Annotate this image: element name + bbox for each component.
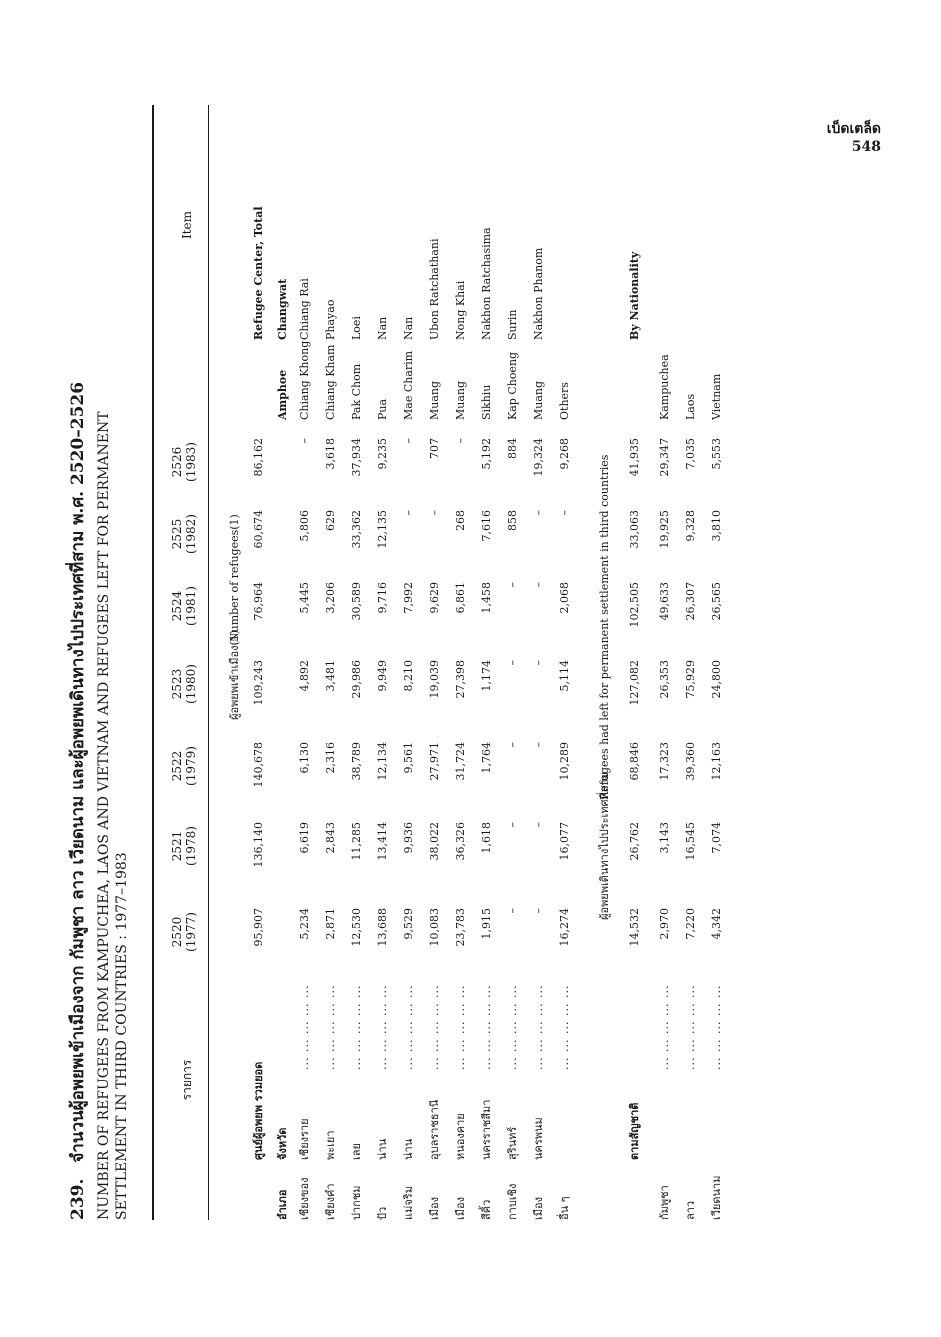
nationality-2-value-2524: 26,307 <box>684 582 697 621</box>
row-3-value-2520: 12,530 <box>350 908 363 947</box>
row-1-value-2524: 5,445 <box>298 582 311 614</box>
row-amphoe-thai: เชียงคำ <box>324 1183 337 1220</box>
nationality-row-value-2524: 102,505 <box>628 582 641 628</box>
row-8-value-2522: 1,764 <box>480 742 493 774</box>
row-7-value-2526: – <box>454 438 467 444</box>
row-changwat-english: Chiang Rai <box>298 278 311 340</box>
year-header-2520 <box>170 904 198 960</box>
row-4-value-2523: 9,949 <box>376 660 389 692</box>
year-header-2526 <box>170 434 198 490</box>
year-be: 2525 <box>170 518 184 550</box>
subhead-changwat-thai: จังหวัด <box>276 1127 289 1160</box>
row-11-value-2521: 16,077 <box>558 822 571 861</box>
nationality-row-value-2526: 41,935 <box>628 438 641 477</box>
nationality-leader-dots: ... ... ... ... ... <box>710 984 723 1070</box>
row-8-value-2521: 1,618 <box>480 822 493 854</box>
row-4-value-2526: 9,235 <box>376 438 389 470</box>
row-9-value-2525: 858 <box>506 510 519 531</box>
nationality-1-value-2521: 3,143 <box>658 822 671 854</box>
row-3-value-2524: 30,589 <box>350 582 363 621</box>
nationality-2-value-2523: 75,929 <box>684 660 697 699</box>
total-row-value-2525: 60,674 <box>252 510 265 549</box>
row-changwat-thai: พะเยา <box>324 1130 337 1160</box>
row-6-value-2526: 707 <box>428 438 441 459</box>
row-amphoe-english: Kap Choeng <box>506 351 519 420</box>
row-3-value-2521: 11,285 <box>350 822 363 861</box>
nationality-1-value-2524: 49,633 <box>658 582 671 621</box>
row-leader-dots: ... ... ... ... ... <box>350 984 363 1070</box>
row-8-value-2525: 7,616 <box>480 510 493 542</box>
row-changwat-thai: น่าน <box>402 1138 415 1160</box>
row-amphoe-thai: แม่จริม <box>402 1186 415 1220</box>
row-leader-dots: ... ... ... ... ... <box>324 984 337 1070</box>
nationality-leader-dots: ... ... ... ... ... <box>684 984 697 1070</box>
row-changwat-thai: สุรินทร์ <box>506 1126 519 1160</box>
page-header-thai: เบ็ดเตล็ด <box>826 121 881 137</box>
row-amphoe-thai: เมือง <box>532 1197 545 1220</box>
row-4-value-2521: 13,414 <box>376 822 389 861</box>
row-amphoe-english: Others <box>558 382 571 420</box>
row-5-value-2523: 8,210 <box>402 660 415 692</box>
row-leader-dots: ... ... ... ... ... <box>428 984 441 1070</box>
row-11-value-2524: 2,068 <box>558 582 571 614</box>
row-10-value-2524: – <box>532 582 545 588</box>
nationality-row-value-2521: 26,762 <box>628 822 641 861</box>
nationality-2-value-2526: 7,035 <box>684 438 697 470</box>
row-amphoe-english: Chiang Kham <box>324 344 337 420</box>
row-changwat-thai: อุบลราชธานี <box>428 1099 441 1160</box>
section-label-refugees-thai: ผู้อพยพเข้าเมือง(1) <box>228 629 241 720</box>
row-6-value-2521: 38,022 <box>428 822 441 861</box>
row-7-value-2522: 31,724 <box>454 742 467 781</box>
row-3-value-2522: 38,789 <box>350 742 363 781</box>
year-be: 2523 <box>170 668 184 700</box>
nationality-1-value-2522: 17,323 <box>658 742 671 781</box>
row-changwat-english: Nakhon Ratchasima <box>480 227 493 340</box>
year-be: 2526 <box>170 446 184 478</box>
row-5-value-2525: – <box>402 510 415 516</box>
row-amphoe-english: Muang <box>454 380 467 420</box>
nationality-2-value-2521: 16,545 <box>684 822 697 861</box>
nationality-row-value-2522: 68,846 <box>628 742 641 781</box>
nationality-1-value-2525: 19,925 <box>658 510 671 549</box>
row-leader-dots: ... ... ... ... ... <box>454 984 467 1070</box>
table-top-rule <box>152 105 154 1220</box>
row-changwat-thai: น่าน <box>376 1138 389 1160</box>
row-9-value-2521: – <box>506 822 519 828</box>
table-number: 239. <box>68 1178 88 1220</box>
nationality-label-thai: เวียดนาม <box>710 1175 723 1220</box>
row-changwat-english: Nan <box>376 316 389 340</box>
year-ce: (1979) <box>184 746 198 786</box>
row-leader-dots: ... ... ... ... ... <box>506 984 519 1070</box>
row-changwat-thai: เลย <box>350 1143 363 1160</box>
row-6-value-2523: 19,039 <box>428 660 441 699</box>
row-changwat-english: Ubon Ratchathani <box>428 238 441 340</box>
nationality-3-value-2524: 26,565 <box>710 582 723 621</box>
row-11-value-2526: 9,268 <box>558 438 571 470</box>
year-ce: (1977) <box>184 912 198 952</box>
row-3-value-2523: 29,986 <box>350 660 363 699</box>
total-row-value-2521: 136,140 <box>252 822 265 868</box>
year-header-2524 <box>170 578 198 634</box>
year-header-2522 <box>170 738 198 794</box>
row-amphoe-thai: เมือง <box>428 1197 441 1220</box>
nationality-label-thai: กัมพูชา <box>658 1185 671 1220</box>
row-6-value-2522: 27,971 <box>428 742 441 781</box>
year-header-2523 <box>170 656 198 712</box>
row-5-value-2520: 9,529 <box>402 908 415 940</box>
nationality-3-value-2522: 12,163 <box>710 742 723 781</box>
row-6-value-2520: 10,083 <box>428 908 441 947</box>
row-changwat-english: Surin <box>506 309 519 340</box>
row-11-value-2523: 5,114 <box>558 660 571 692</box>
row-8-value-2526: 5,192 <box>480 438 493 470</box>
row-amphoe-english: Muang <box>428 380 441 420</box>
table-title-english-line2: SETTLEMENT IN THIRD COUNTRIES : 1977–1983 <box>114 852 130 1220</box>
row-changwat-thai: เชียงราย <box>298 1118 311 1160</box>
year-ce: (1983) <box>184 442 198 482</box>
row-changwat-english: Nong Khai <box>454 280 467 340</box>
row-9-value-2524: – <box>506 582 519 588</box>
nationality-leader-dots: ... ... ... ... ... <box>658 984 671 1070</box>
row-10-value-2520: – <box>532 908 545 914</box>
row-amphoe-thai: เมือง <box>454 1197 467 1220</box>
section-label-left-english: Refugees had left for permanent settlement in third countries <box>598 454 611 800</box>
nationality-label-english: Laos <box>684 393 697 420</box>
row-2-value-2525: 629 <box>324 510 337 531</box>
row-5-value-2521: 9,936 <box>402 822 415 854</box>
year-be: 2522 <box>170 750 184 782</box>
row-7-value-2521: 36,326 <box>454 822 467 861</box>
row-2-value-2523: 3,481 <box>324 660 337 692</box>
row-amphoe-thai: สีคิ้ว <box>480 1199 493 1220</box>
row-leader-dots: ... ... ... ... ... <box>558 984 571 1070</box>
year-header-2521 <box>170 818 198 874</box>
nationality-1-value-2526: 29,347 <box>658 438 671 477</box>
row-2-value-2524: 3,206 <box>324 582 337 614</box>
row-amphoe-english: Muang <box>532 380 545 420</box>
page-number: 548 <box>851 139 881 155</box>
year-ce: (1978) <box>184 826 198 866</box>
row-1-value-2523: 4,892 <box>298 660 311 692</box>
row-3-value-2526: 37,934 <box>350 438 363 477</box>
nationality-1-value-2523: 26,353 <box>658 660 671 699</box>
total-row-value-2523: 109,243 <box>252 660 265 706</box>
row-leader-dots: ... ... ... ... ... <box>480 984 493 1070</box>
row-changwat-thai: หนองคาย <box>454 1113 467 1160</box>
row-10-value-2523: – <box>532 660 545 666</box>
row-9-value-2520: – <box>506 908 519 914</box>
row-9-value-2523: – <box>506 660 519 666</box>
total-row-label-english: Refugee Center, Total <box>252 206 265 340</box>
row-7-value-2524: 6,861 <box>454 582 467 614</box>
rotated-table-page <box>70 105 770 1220</box>
row-4-value-2522: 12,134 <box>376 742 389 781</box>
row-1-value-2525: 5,806 <box>298 510 311 542</box>
row-changwat-thai: นครพนม <box>532 1117 545 1160</box>
row-10-value-2525: – <box>532 510 545 516</box>
row-5-value-2522: 9,561 <box>402 742 415 774</box>
row-1-value-2521: 6,619 <box>298 822 311 854</box>
nationality-3-value-2523: 24,800 <box>710 660 723 699</box>
row-amphoe-english: Mae Charim <box>402 350 415 420</box>
row-leader-dots: ... ... ... ... ... <box>376 984 389 1070</box>
nationality-3-value-2520: 4,342 <box>710 908 723 940</box>
row-leader-dots: ... ... ... ... ... <box>532 984 545 1070</box>
row-5-value-2526: – <box>402 438 415 444</box>
nationality-1-value-2520: 2,970 <box>658 908 671 940</box>
row-2-value-2526: 3,618 <box>324 438 337 470</box>
row-4-value-2524: 9,716 <box>376 582 389 614</box>
row-leader-dots: ... ... ... ... ... <box>298 984 311 1070</box>
row-amphoe-thai: อื่น ๆ <box>558 1196 571 1220</box>
nationality-2-value-2525: 9,328 <box>684 510 697 542</box>
row-1-value-2522: 6,130 <box>298 742 311 774</box>
total-row-value-2524: 76,964 <box>252 582 265 621</box>
row-11-value-2520: 16,274 <box>558 908 571 947</box>
row-7-value-2520: 23,783 <box>454 908 467 947</box>
row-6-value-2525: – <box>428 510 441 516</box>
nationality-label-english: Kampuchea <box>658 354 671 420</box>
row-3-value-2525: 33,362 <box>350 510 363 549</box>
row-7-value-2523: 27,398 <box>454 660 467 699</box>
nationality-row-label-thai: ตามสัญชาติ <box>628 1102 641 1160</box>
row-amphoe-english: Pua <box>376 398 389 420</box>
year-be: 2521 <box>170 830 184 862</box>
subhead-changwat-english: Changwat <box>276 278 289 340</box>
total-row-label-thai: ศูนย์ผู้อพยพ รวมยอด <box>252 1061 265 1160</box>
nationality-3-value-2526: 5,553 <box>710 438 723 470</box>
row-11-value-2525: – <box>558 510 571 516</box>
row-2-value-2521: 2,843 <box>324 822 337 854</box>
year-be: 2520 <box>170 916 184 948</box>
row-1-value-2526: – <box>298 438 311 444</box>
row-amphoe-english: Pak Chom <box>350 363 363 420</box>
row-2-value-2522: 2,316 <box>324 742 337 774</box>
row-8-value-2524: 1,458 <box>480 582 493 614</box>
nationality-row-value-2525: 33,063 <box>628 510 641 549</box>
row-2-value-2520: 2,871 <box>324 908 337 940</box>
row-changwat-english: Phayao <box>324 299 337 340</box>
row-amphoe-thai: กาบเชิง <box>506 1183 519 1220</box>
total-row-value-2520: 95,907 <box>252 908 265 947</box>
nationality-row-value-2520: 14,532 <box>628 908 641 947</box>
nationality-label-english: Vietnam <box>710 373 723 420</box>
row-amphoe-thai: ปัว <box>376 1206 389 1220</box>
row-5-value-2524: 7,992 <box>402 582 415 614</box>
row-10-value-2522: – <box>532 742 545 748</box>
row-8-value-2523: 1,174 <box>480 660 493 692</box>
row-1-value-2520: 5,234 <box>298 908 311 940</box>
row-11-value-2522: 10,289 <box>558 742 571 781</box>
table-title-thai-text: จำนวนผู้อพยพเข้าเมืองจาก กัมพูชา ลาว เวียดนาม และผู้อพยพเดินทางไปประเทศที่สาม พ.ศ. 2520–2526 <box>68 381 88 1163</box>
row-amphoe-thai: เชียงของ <box>298 1177 311 1220</box>
year-ce: (1981) <box>184 586 198 626</box>
year-ce: (1980) <box>184 664 198 704</box>
row-10-value-2526: 19,324 <box>532 438 545 477</box>
page-header <box>827 120 881 156</box>
row-9-value-2526: 884 <box>506 438 519 459</box>
table-title-english-line1: NUMBER OF REFUGEES FROM KAMPUCHEA, LAOS AND VIETNAM AND REFUGEES LEFT FOR PERMANENT <box>96 411 112 1220</box>
column-header-item-thai: รายการ <box>180 1059 194 1101</box>
nationality-row-label-english: By Nationality <box>628 251 641 340</box>
row-changwat-english: Loei <box>350 316 363 340</box>
nationality-2-value-2522: 39,360 <box>684 742 697 781</box>
row-leader-dots: ... ... ... ... ... <box>402 984 415 1070</box>
row-8-value-2520: 1,915 <box>480 908 493 940</box>
nationality-2-value-2520: 7,220 <box>684 908 697 940</box>
table-title-thai <box>70 382 86 1220</box>
row-4-value-2520: 13,688 <box>376 908 389 947</box>
row-amphoe-english: Sikhiu <box>480 384 493 420</box>
year-be: 2524 <box>170 590 184 622</box>
total-row-value-2522: 140,678 <box>252 742 265 788</box>
row-4-value-2525: 12,135 <box>376 510 389 549</box>
row-amphoe-thai: ปากชม <box>350 1185 363 1220</box>
table-header-rule <box>208 105 209 1220</box>
year-header-2525 <box>170 506 198 562</box>
nationality-label-thai: ลาว <box>684 1200 697 1220</box>
row-changwat-thai: นครราชสีมา <box>480 1099 493 1160</box>
nationality-3-value-2525: 3,810 <box>710 510 723 542</box>
column-header-item-english: Item <box>180 210 194 240</box>
row-10-value-2521: – <box>532 822 545 828</box>
row-changwat-english: Nakhon Phanom <box>532 247 545 340</box>
nationality-3-value-2521: 7,074 <box>710 822 723 854</box>
year-ce: (1982) <box>184 514 198 554</box>
section-label-left-thai: ผู้อพยพเดินทางไปประเทศที่สาม <box>598 772 611 920</box>
subhead-amphoe-english: Amphoe <box>276 369 289 420</box>
total-row-value-2526: 86,162 <box>252 438 265 477</box>
row-6-value-2524: 9,629 <box>428 582 441 614</box>
section-label-refugees-english: Number of refugees(1) <box>228 514 241 642</box>
nationality-row-value-2523: 127,082 <box>628 660 641 706</box>
row-9-value-2522: – <box>506 742 519 748</box>
row-7-value-2525: 268 <box>454 510 467 531</box>
subhead-amphoe-thai: อำเภอ <box>276 1189 289 1220</box>
row-changwat-english: Nan <box>402 316 415 340</box>
row-amphoe-english: Chiang Khong <box>298 340 311 420</box>
